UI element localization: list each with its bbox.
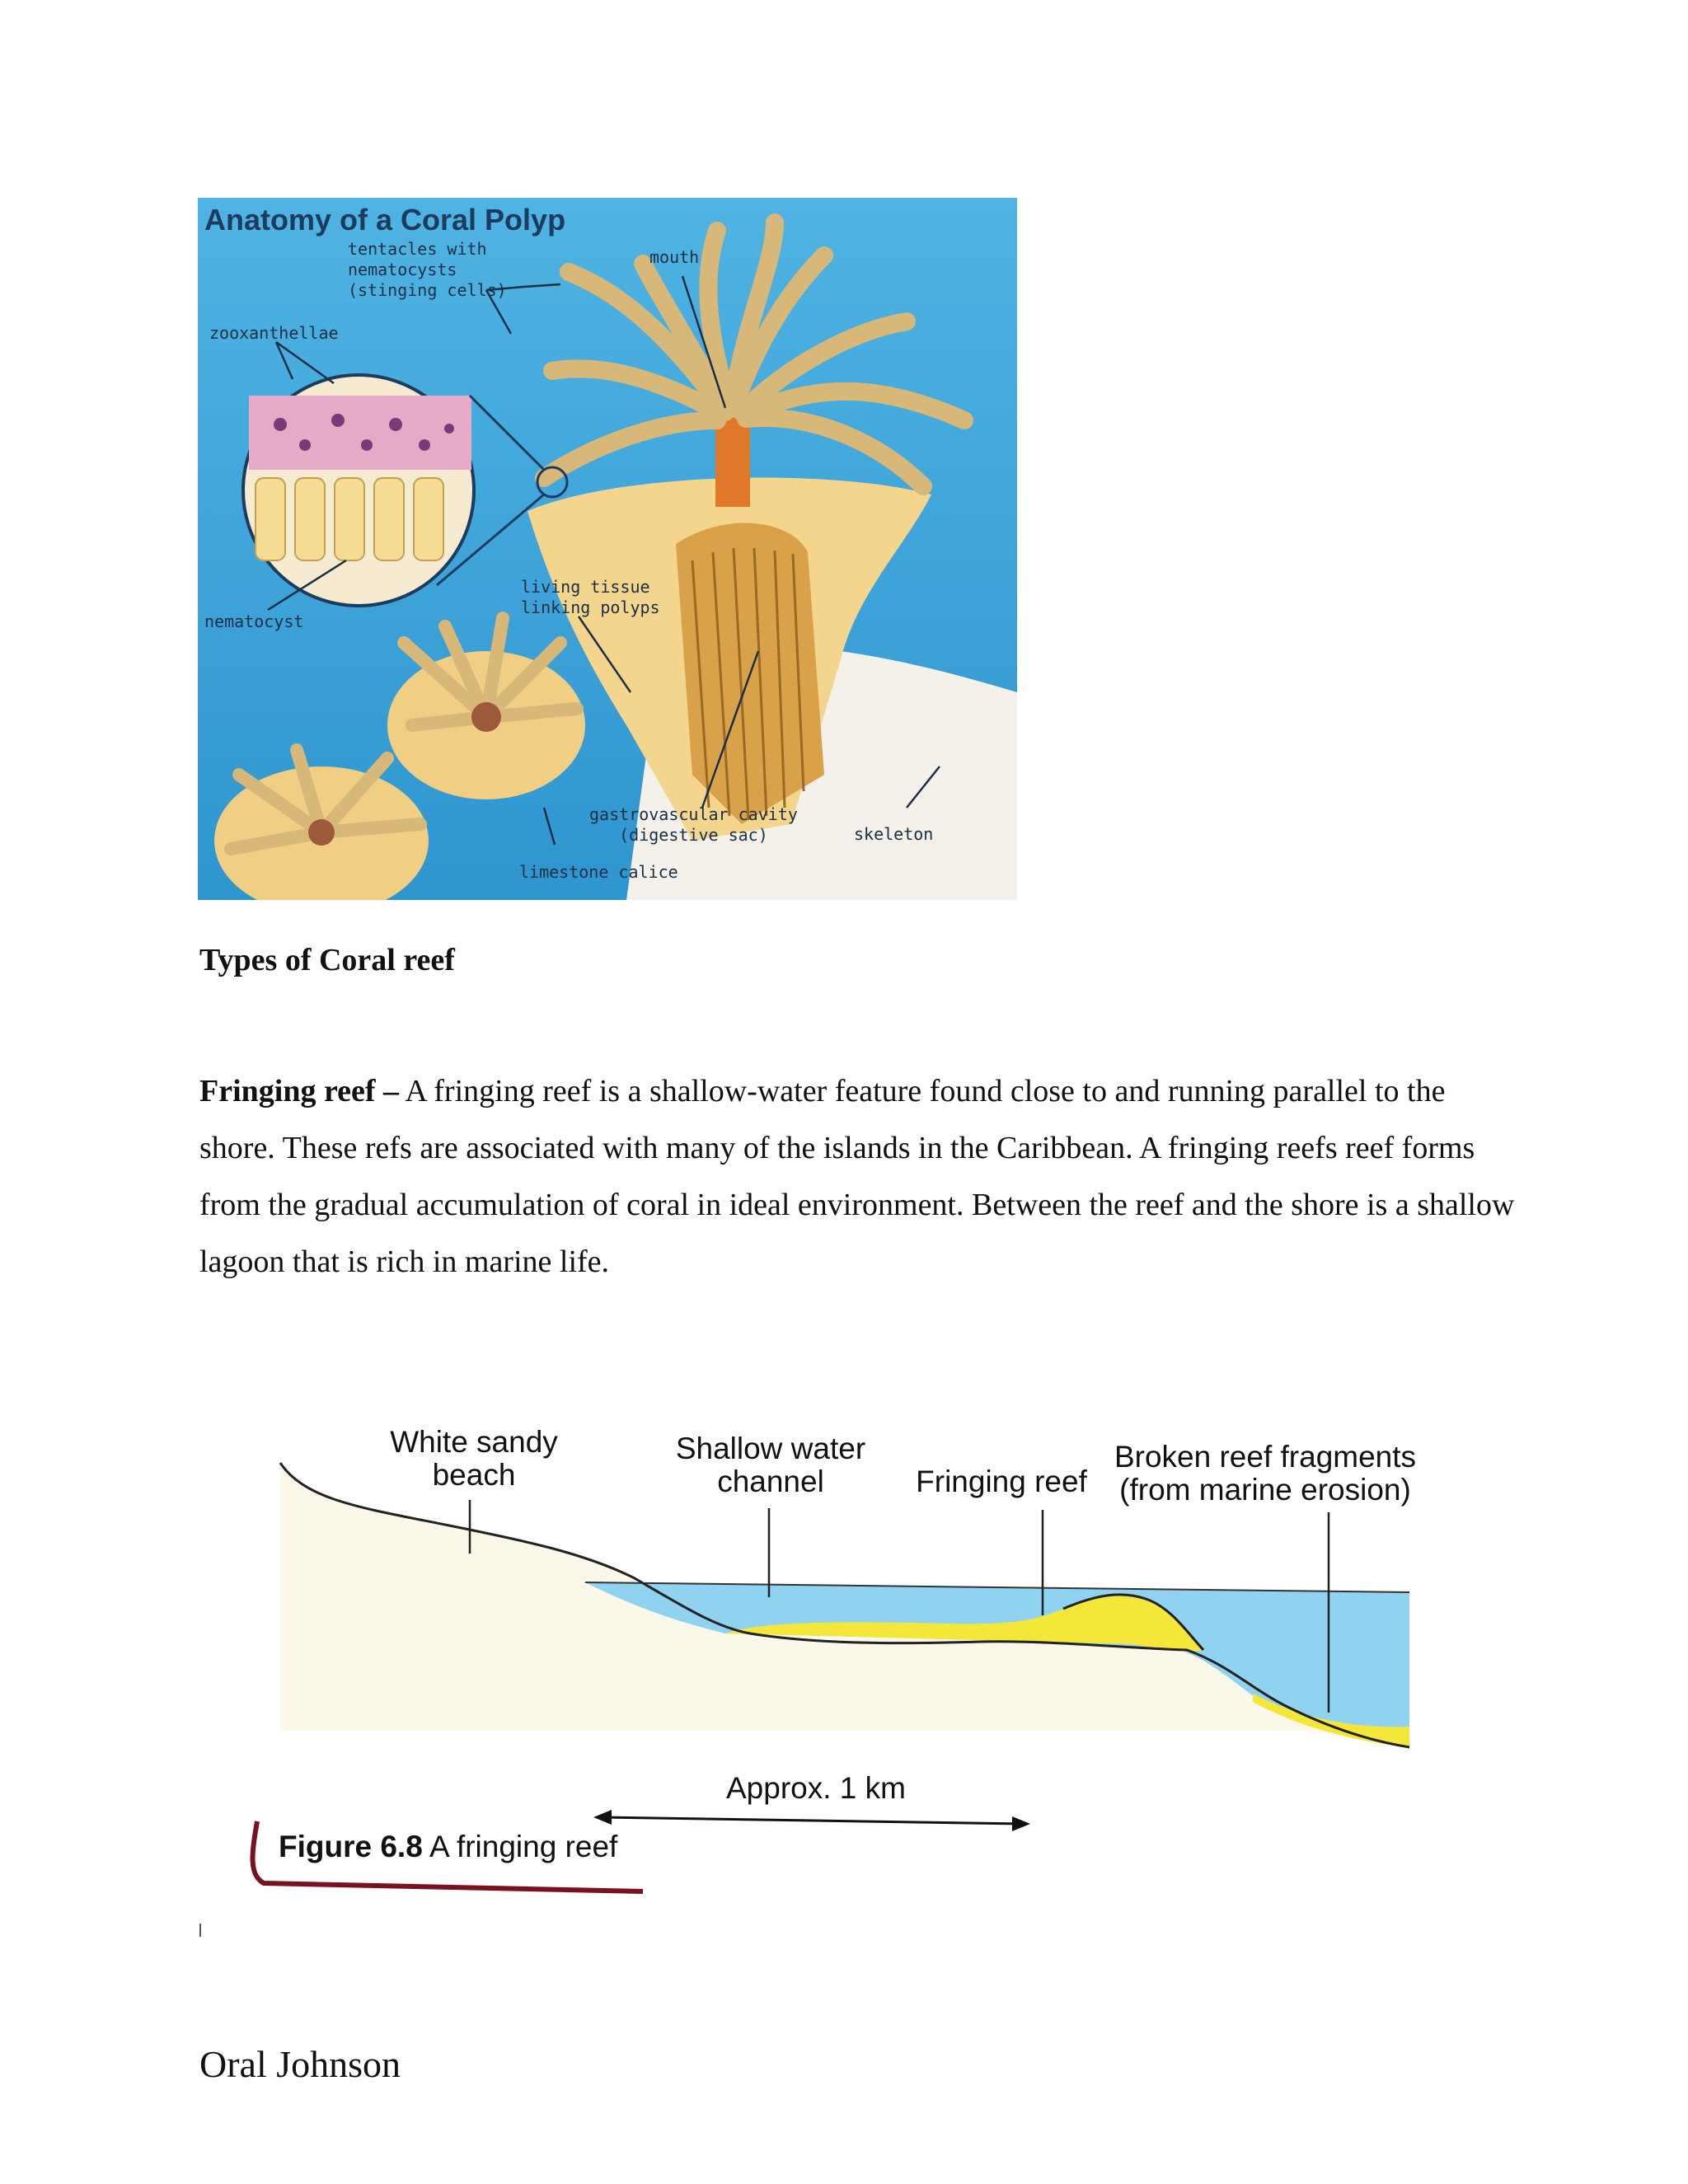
label-zooxanthellae: zooxanthellae — [209, 323, 339, 343]
fringing-reef-figure — [239, 1418, 1426, 1912]
label-living-tissue: living tissue linking polyps — [521, 577, 660, 617]
label-beach: White sandy beach — [390, 1425, 558, 1492]
label-gastrovascular: gastrovascular cavity (digestive sac) — [589, 804, 798, 845]
caption-number: Figure 6.8 — [279, 1830, 423, 1863]
label-fragments: Broken reef fragments (from marine erosion) — [1114, 1440, 1417, 1507]
label-mouth: mouth — [649, 247, 700, 267]
paragraph-term: Fringing reef – — [199, 1074, 400, 1108]
label-limestone: limestone calice — [519, 862, 678, 882]
coral-polyp-illustration — [198, 198, 1017, 900]
label-fringing-reef: Fringing reef — [916, 1465, 1087, 1498]
caption-text: A fringing reef — [429, 1830, 618, 1863]
label-skeleton: skeleton — [854, 824, 934, 844]
label-tentacles: tentacles with nematocysts (stinging cells) — [348, 239, 507, 300]
paragraph-text: A fringing reef is a shallow-water feature found close to and running parallel to the shore. These refs are associated with many of the islands in the Caribbean. A fringing reefs reef forms from the gradual accumulation of coral in ideal environment. Between the reef and the shore is a shallow lagoon that is rich in marine life. — [199, 1074, 1515, 1279]
figure-title: Anatomy of a Coral Polyp — [204, 203, 566, 237]
author-name: Oral Johnson — [199, 2043, 401, 2085]
figure-caption — [279, 1830, 617, 1864]
page-marker — [199, 1924, 201, 1937]
section-heading: Types of Coral reef — [199, 943, 455, 977]
label-channel: Shallow water channel — [675, 1432, 866, 1498]
label-nematocyst: nematocyst — [204, 612, 304, 631]
fringing-reef-paragraph — [199, 1063, 1518, 1291]
coral-polyp-figure — [198, 198, 1017, 900]
label-scale: Approx. 1 km — [726, 1771, 906, 1805]
